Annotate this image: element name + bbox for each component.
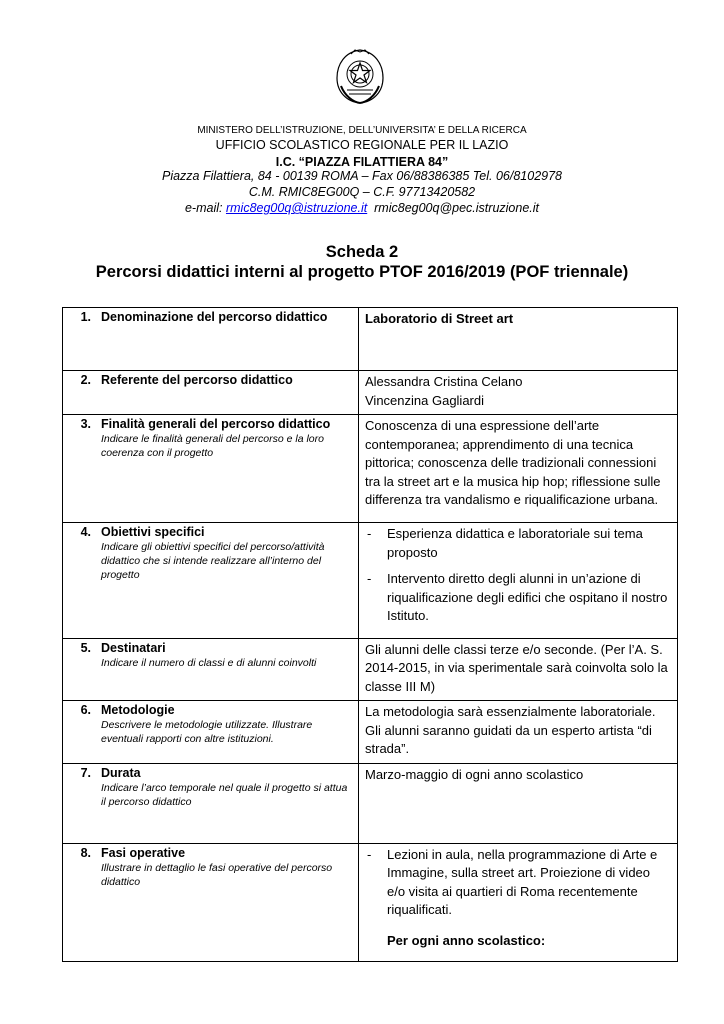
row-number: 4. bbox=[80, 525, 91, 539]
row-number: 2. bbox=[80, 373, 91, 387]
row-label-cell bbox=[63, 523, 359, 639]
row-label: Finalità generali del percorso didattico bbox=[101, 417, 331, 431]
row-value-cell bbox=[359, 843, 678, 961]
row-description: Indicare l’arco temporale nel quale il progetto si attua il percorso didattico bbox=[101, 781, 348, 808]
table-row bbox=[63, 843, 678, 961]
bullet-list bbox=[365, 525, 671, 626]
row-description: Indicare gli obiettivi specifici del percorso/attività didattico che si intende realizzare all’interno del progetto bbox=[101, 541, 325, 581]
row-extra-note: Per ogni anno scolastico: bbox=[387, 932, 546, 948]
list-item: - Intervento diretto degli alunni in un’azione di riqualificazione degli edifici che ospitano il nostro Istituto. bbox=[367, 571, 668, 623]
row-value: Conoscenza di una espressione dell’arte contemporanea; apprendimento di una tecnica pittorica; conoscenza delle tradizionali connessioni tra la street art e la musica hip hop; riflessione sulle differenza tra vandalismo e riqualificazione urbana. bbox=[365, 418, 661, 507]
row-value: La metodologia sarà essenzialmente laboratoriale. Gli alunni saranno guidati da un esperto artista “di strada”. bbox=[365, 704, 656, 756]
row-value-cell bbox=[359, 371, 678, 415]
row-value-cell bbox=[359, 701, 678, 764]
row-label: Fasi operative bbox=[101, 845, 186, 860]
row-label-cell bbox=[63, 763, 359, 843]
row-number: 6. bbox=[80, 703, 91, 717]
row-label-cell bbox=[63, 701, 359, 764]
row-value: Gli alunni delle classi terze e/o seconde. (Per l’A. S. 2014-2015, in via sperimentale sarà coinvolta solo la classe III M) bbox=[365, 641, 668, 694]
school-codes: C.M. RMIC8EG00Q – C.F. 97713420582 bbox=[248, 185, 476, 199]
table-row bbox=[63, 701, 678, 764]
table-row bbox=[63, 523, 678, 639]
table-row bbox=[63, 638, 678, 701]
row-label: Destinatari bbox=[101, 640, 166, 655]
row-value: Alessandra Cristina Celano bbox=[365, 374, 523, 389]
row-value: Laboratorio di Street art bbox=[365, 311, 514, 326]
row-label-cell bbox=[63, 415, 359, 523]
row-label: Obiettivi specifici bbox=[101, 525, 205, 539]
row-label: Denominazione del percorso didattico bbox=[101, 310, 328, 324]
ministry-line: MINISTERO DELL’ISTRUZIONE, DELL’UNIVERSITA’ E DELLA RICERCA bbox=[197, 125, 527, 136]
table-row bbox=[63, 371, 678, 415]
school-address: Piazza Filattiera, 84 - 00139 ROMA – Fax 06/88386385 Tel. 06/8102978 bbox=[161, 169, 563, 183]
row-value-cell bbox=[359, 415, 678, 523]
row-value-cell bbox=[359, 638, 678, 701]
email-link[interactable]: rmic8eg00q@istruzione.it bbox=[225, 201, 368, 215]
row-value: Vincenzina Gagliardi bbox=[365, 392, 484, 408]
row-number: 7. bbox=[80, 765, 91, 780]
row-number: 5. bbox=[80, 640, 91, 655]
row-value-cell bbox=[359, 523, 678, 639]
office-line: UFFICIO SCOLASTICO REGIONALE PER IL LAZIO bbox=[215, 138, 509, 152]
email-pec: rmic8eg00q@pec.istruzione.it bbox=[367, 201, 539, 215]
row-value-cell bbox=[359, 308, 678, 371]
row-description: Descrivere le metodologie utilizzate. Illustrare eventuali rapporti con altre istituzioni. bbox=[101, 719, 313, 745]
row-number: 3. bbox=[80, 417, 91, 431]
table-row bbox=[63, 308, 678, 371]
row-description: Indicare il numero di classi e di alunni coinvolti bbox=[101, 656, 317, 669]
table-row bbox=[63, 763, 678, 843]
course-sheet-table bbox=[62, 307, 678, 962]
row-description: Indicare le finalità generali del percorso e la loro coerenza con il progetto bbox=[101, 433, 324, 459]
row-label-cell bbox=[63, 843, 359, 961]
republic-emblem-icon bbox=[331, 46, 389, 108]
sheet-subtitle: Percorsi didattici interni al progetto PTOF 2016/2019 (POF triennale) bbox=[95, 263, 629, 281]
row-number: 8. bbox=[80, 845, 91, 860]
table-row bbox=[63, 415, 678, 523]
sheet-title: Scheda 2 bbox=[325, 243, 399, 261]
row-label: Metodologie bbox=[101, 703, 175, 717]
list-item: - Esperienza didattica e laboratoriale sui tema proposto bbox=[367, 526, 643, 560]
bullet-list bbox=[365, 846, 671, 920]
row-value: Marzo-maggio di ogni anno scolastico bbox=[365, 766, 584, 782]
row-label-cell bbox=[63, 638, 359, 701]
row-number: 1. bbox=[80, 310, 91, 324]
row-label: Referente del percorso didattico bbox=[101, 373, 293, 387]
email-line bbox=[0, 199, 724, 217]
row-description: Illustrare in dettaglio le fasi operative del percorso didattico bbox=[101, 861, 333, 888]
email-prefix: e-mail: bbox=[184, 201, 226, 215]
school-name: I.C. “PIAZZA FILATTIERA 84” bbox=[275, 155, 449, 169]
row-label-cell bbox=[63, 308, 359, 371]
row-value-cell bbox=[359, 763, 678, 843]
row-label-cell bbox=[63, 371, 359, 415]
row-label: Durata bbox=[101, 765, 141, 780]
list-item: - Lezioni in aula, nella programmazione di Arte e Immagine, sulla street art. Proiezione di video e/o visita ai quartieri di Roma recentemente riqualificati. bbox=[367, 846, 658, 917]
